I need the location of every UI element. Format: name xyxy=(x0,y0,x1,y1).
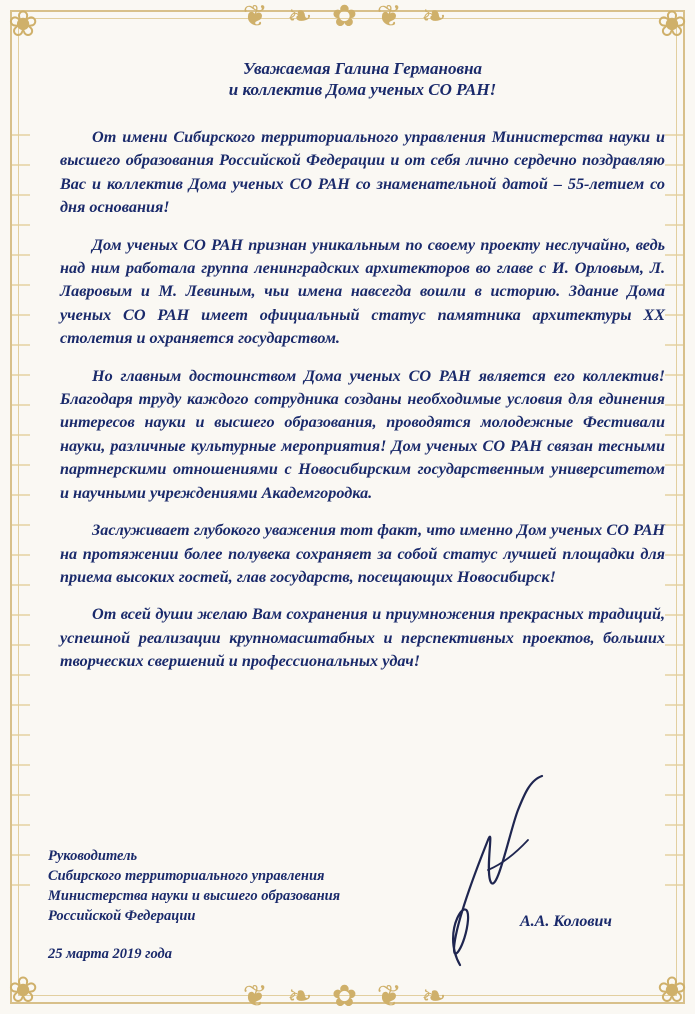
signer-title-line: Сибирского территориального управления xyxy=(48,868,325,884)
side-ornament-right xyxy=(665,120,683,894)
signer-title-line: Министерства науки и высшего образования xyxy=(48,888,341,904)
corner-flourish-icon: ❀ xyxy=(656,4,687,44)
salutation xyxy=(60,58,665,100)
signer-title xyxy=(48,846,428,926)
paragraph: От всей души желаю Вам сохранения и приумножения прекрасных традиций, успешной реализации крупномасштабных и перспективных проектов, больших творческих свершений и профессиональных удач! xyxy=(60,605,665,671)
signer-title-line: Российской Федерации xyxy=(48,908,196,924)
paragraph: Дом ученых СО РАН признан уникальным по своему проекту неслучайно, ведь над ним работала группа ленинградских архитекторов во главе с И. Орловым, Л. Лавровым и М. Левиным, чьи имена навсегда вошли в историю. Здание Дома ученых СО РАН имеет официальный статус памятника архитектуры XX столетия и охраняется государством. xyxy=(60,235,665,348)
paragraph: Но главным достоинством Дома ученых СО РАН является его коллектив! Благодаря труду каждого сотрудника созданы необходимые условия для единения интересов науки и высшего образования, проводятся молодежные Фестивали науки, различные культурные мероприятия! Дом ученых СО РАН связан тесными партнерскими отношениями с Новосибирским государственным университетом и научными учреждениями Академгородка. xyxy=(60,366,665,502)
corner-flourish-icon: ❀ xyxy=(8,4,39,44)
corner-flourish-icon: ❀ xyxy=(656,970,687,1010)
side-ornament-left xyxy=(12,120,30,894)
salutation-line: Уважаемая Галина Германовна xyxy=(242,59,483,78)
signer-name: А.А. Колович xyxy=(520,913,612,930)
signer-title-line: Руководитель xyxy=(48,848,138,864)
bottom-flourish-icon: ❦ ❧ ✿ ❦ ❧ xyxy=(242,980,453,1013)
letter-date: 25 марта 2019 года xyxy=(48,946,173,962)
paragraph: Заслуживает глубокого уважения тот факт, что именно Дом ученых СО РАН на протяжении более полувека сохраняет за собой статус лучшей площадки для приема высоких гостей, глав государств, посещающих Новосибирск! xyxy=(60,521,665,586)
letter-body xyxy=(60,58,665,688)
corner-flourish-icon: ❀ xyxy=(8,970,39,1010)
top-flourish-icon: ❦ ❧ ✿ ❦ ❧ xyxy=(242,0,453,33)
salutation-line: и коллектив Дома ученых СО РАН! xyxy=(228,80,497,99)
paragraph: От имени Сибирского территориального управления Министерства науки и высшего образования Российской Федерации и от себя лично сердечно поздравляю Вас и коллектив Дома ученых СО РАН со знаменательной датой – 55-летием со дня основания! xyxy=(60,128,665,217)
handwritten-signature-icon xyxy=(410,770,560,980)
